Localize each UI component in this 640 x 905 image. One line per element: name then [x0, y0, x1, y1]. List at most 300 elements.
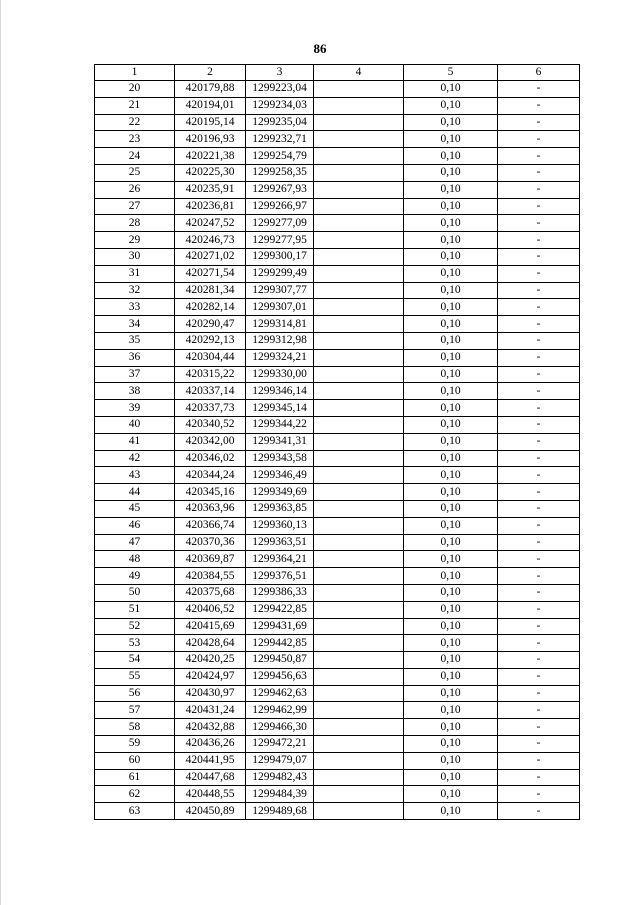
value-cell: 0,10: [404, 618, 498, 635]
dash-cell: -: [498, 349, 580, 366]
column-4-cell: [314, 148, 404, 165]
y-coordinate-cell: 1299450,87: [246, 652, 314, 669]
dash-cell: -: [498, 685, 580, 702]
x-coordinate-cell: 420375,68: [175, 584, 246, 601]
point-number-cell: 25: [95, 164, 175, 181]
dash-cell: -: [498, 534, 580, 551]
x-coordinate-cell: 420384,55: [175, 568, 246, 585]
value-cell: 0,10: [404, 366, 498, 383]
dash-cell: -: [498, 181, 580, 198]
column-4-cell: [314, 248, 404, 265]
table-row: [95, 551, 580, 568]
value-cell: 0,10: [404, 769, 498, 786]
point-number-cell: 47: [95, 534, 175, 551]
y-coordinate-cell: 1299344,22: [246, 416, 314, 433]
table-row: [95, 164, 580, 181]
value-cell: 0,10: [404, 433, 498, 450]
point-number-cell: 49: [95, 568, 175, 585]
table-row: [95, 685, 580, 702]
dash-cell: -: [498, 601, 580, 618]
column-4-cell: [314, 349, 404, 366]
column-4-cell: [314, 534, 404, 551]
x-coordinate-cell: 420441,95: [175, 752, 246, 769]
point-number-cell: 55: [95, 668, 175, 685]
column-header: 2: [175, 65, 246, 81]
value-cell: 0,10: [404, 416, 498, 433]
dash-cell: -: [498, 316, 580, 333]
value-cell: 0,10: [404, 349, 498, 366]
page-number: 86: [313, 41, 327, 56]
x-coordinate-cell: 420436,26: [175, 736, 246, 753]
y-coordinate-cell: 1299267,93: [246, 181, 314, 198]
y-coordinate-cell: 1299254,79: [246, 148, 314, 165]
value-cell: 0,10: [404, 685, 498, 702]
value-cell: 0,10: [404, 500, 498, 517]
dash-cell: -: [498, 164, 580, 181]
dash-cell: -: [498, 282, 580, 299]
x-coordinate-cell: 420432,88: [175, 719, 246, 736]
x-coordinate-cell: 420363,96: [175, 500, 246, 517]
x-coordinate-cell: 420236,81: [175, 198, 246, 215]
value-cell: 0,10: [404, 181, 498, 198]
y-coordinate-cell: 1299442,85: [246, 635, 314, 652]
dash-cell: -: [498, 148, 580, 165]
point-number-cell: 38: [95, 383, 175, 400]
table-row: [95, 316, 580, 333]
x-coordinate-cell: 420281,34: [175, 282, 246, 299]
column-4-cell: [314, 652, 404, 669]
point-number-cell: 39: [95, 400, 175, 417]
column-4-cell: [314, 736, 404, 753]
point-number-cell: 51: [95, 601, 175, 618]
point-number-cell: 63: [95, 803, 175, 820]
x-coordinate-cell: 420366,74: [175, 517, 246, 534]
dash-cell: -: [498, 803, 580, 820]
x-coordinate-cell: 420345,16: [175, 484, 246, 501]
column-header: 5: [404, 65, 498, 81]
dash-cell: -: [498, 81, 580, 98]
dash-cell: -: [498, 500, 580, 517]
table-row: [95, 349, 580, 366]
column-4-cell: [314, 551, 404, 568]
dash-cell: -: [498, 668, 580, 685]
x-coordinate-cell: 420292,13: [175, 332, 246, 349]
x-coordinate-cell: 420337,14: [175, 383, 246, 400]
y-coordinate-cell: 1299462,63: [246, 685, 314, 702]
x-coordinate-cell: 420225,30: [175, 164, 246, 181]
point-number-cell: 23: [95, 131, 175, 148]
y-coordinate-cell: 1299456,63: [246, 668, 314, 685]
x-coordinate-cell: 420246,73: [175, 232, 246, 249]
value-cell: 0,10: [404, 332, 498, 349]
column-4-cell: [314, 803, 404, 820]
table-row: [95, 450, 580, 467]
point-number-cell: 54: [95, 652, 175, 669]
column-4-cell: [314, 232, 404, 249]
y-coordinate-cell: 1299314,81: [246, 316, 314, 333]
table-row: [95, 736, 580, 753]
point-number-cell: 35: [95, 332, 175, 349]
x-coordinate-cell: 420447,68: [175, 769, 246, 786]
value-cell: 0,10: [404, 534, 498, 551]
value-cell: 0,10: [404, 148, 498, 165]
value-cell: 0,10: [404, 635, 498, 652]
y-coordinate-cell: 1299234,03: [246, 97, 314, 114]
dash-cell: -: [498, 416, 580, 433]
column-4-cell: [314, 332, 404, 349]
x-coordinate-cell: 420424,97: [175, 668, 246, 685]
dash-cell: -: [498, 265, 580, 282]
y-coordinate-cell: 1299223,04: [246, 81, 314, 98]
y-coordinate-cell: 1299364,21: [246, 551, 314, 568]
x-coordinate-cell: 420271,02: [175, 248, 246, 265]
value-cell: 0,10: [404, 81, 498, 98]
y-coordinate-cell: 1299300,17: [246, 248, 314, 265]
table-row: [95, 803, 580, 820]
table-row: [95, 400, 580, 417]
x-coordinate-cell: 420271,54: [175, 265, 246, 282]
table-body: [95, 65, 580, 820]
y-coordinate-cell: 1299363,51: [246, 534, 314, 551]
value-cell: 0,10: [404, 265, 498, 282]
column-4-cell: [314, 467, 404, 484]
value-cell: 0,10: [404, 467, 498, 484]
x-coordinate-cell: 420235,91: [175, 181, 246, 198]
dash-cell: -: [498, 635, 580, 652]
table-row: [95, 635, 580, 652]
y-coordinate-cell: 1299346,14: [246, 383, 314, 400]
point-number-cell: 59: [95, 736, 175, 753]
dash-cell: -: [498, 568, 580, 585]
dash-cell: -: [498, 786, 580, 803]
column-4-cell: [314, 265, 404, 282]
table-row: [95, 467, 580, 484]
column-4-cell: [314, 181, 404, 198]
dash-cell: -: [498, 736, 580, 753]
column-4-cell: [314, 517, 404, 534]
value-cell: 0,10: [404, 164, 498, 181]
point-number-cell: 24: [95, 148, 175, 165]
table-row: [95, 181, 580, 198]
column-4-cell: [314, 198, 404, 215]
coordinates-table: [94, 64, 580, 820]
x-coordinate-cell: 420247,52: [175, 215, 246, 232]
dash-cell: -: [498, 332, 580, 349]
dash-cell: -: [498, 198, 580, 215]
table-row: [95, 702, 580, 719]
value-cell: 0,10: [404, 484, 498, 501]
x-coordinate-cell: 420415,69: [175, 618, 246, 635]
dash-cell: -: [498, 702, 580, 719]
column-4-cell: [314, 282, 404, 299]
point-number-cell: 52: [95, 618, 175, 635]
y-coordinate-cell: 1299466,30: [246, 719, 314, 736]
point-number-cell: 36: [95, 349, 175, 366]
x-coordinate-cell: 420342,00: [175, 433, 246, 450]
y-coordinate-cell: 1299386,33: [246, 584, 314, 601]
y-coordinate-cell: 1299376,51: [246, 568, 314, 585]
column-4-cell: [314, 702, 404, 719]
x-coordinate-cell: 420194,01: [175, 97, 246, 114]
y-coordinate-cell: 1299363,85: [246, 500, 314, 517]
point-number-cell: 62: [95, 786, 175, 803]
x-coordinate-cell: 420304,44: [175, 349, 246, 366]
table-row: [95, 752, 580, 769]
dash-cell: -: [498, 383, 580, 400]
value-cell: 0,10: [404, 299, 498, 316]
point-number-cell: 45: [95, 500, 175, 517]
point-number-cell: 60: [95, 752, 175, 769]
y-coordinate-cell: 1299422,85: [246, 601, 314, 618]
column-4-cell: [314, 366, 404, 383]
dash-cell: -: [498, 450, 580, 467]
column-header: 1: [95, 65, 175, 81]
value-cell: 0,10: [404, 316, 498, 333]
x-coordinate-cell: 420340,52: [175, 416, 246, 433]
value-cell: 0,10: [404, 584, 498, 601]
point-number-cell: 61: [95, 769, 175, 786]
column-header: 4: [314, 65, 404, 81]
value-cell: 0,10: [404, 568, 498, 585]
value-cell: 0,10: [404, 198, 498, 215]
column-4-cell: [314, 601, 404, 618]
column-4-cell: [314, 635, 404, 652]
x-coordinate-cell: 420290,47: [175, 316, 246, 333]
y-coordinate-cell: 1299462,99: [246, 702, 314, 719]
dash-cell: -: [498, 114, 580, 131]
column-4-cell: [314, 97, 404, 114]
y-coordinate-cell: 1299277,09: [246, 215, 314, 232]
y-coordinate-cell: 1299489,68: [246, 803, 314, 820]
column-4-cell: [314, 114, 404, 131]
table-row: [95, 248, 580, 265]
table-row: [95, 769, 580, 786]
value-cell: 0,10: [404, 652, 498, 669]
y-coordinate-cell: 1299360,13: [246, 517, 314, 534]
column-4-cell: [314, 400, 404, 417]
dash-cell: -: [498, 467, 580, 484]
column-4-cell: [314, 433, 404, 450]
dash-cell: -: [498, 584, 580, 601]
table-row: [95, 215, 580, 232]
value-cell: 0,10: [404, 97, 498, 114]
dash-cell: -: [498, 131, 580, 148]
table-row: [95, 719, 580, 736]
x-coordinate-cell: 420282,14: [175, 299, 246, 316]
x-coordinate-cell: 420406,52: [175, 601, 246, 618]
point-number-cell: 27: [95, 198, 175, 215]
dash-cell: -: [498, 400, 580, 417]
x-coordinate-cell: 420450,89: [175, 803, 246, 820]
table-row: [95, 198, 580, 215]
point-number-cell: 28: [95, 215, 175, 232]
point-number-cell: 48: [95, 551, 175, 568]
column-4-cell: [314, 618, 404, 635]
x-coordinate-cell: 420196,93: [175, 131, 246, 148]
point-number-cell: 53: [95, 635, 175, 652]
dash-cell: -: [498, 215, 580, 232]
point-number-cell: 32: [95, 282, 175, 299]
value-cell: 0,10: [404, 668, 498, 685]
column-4-cell: [314, 668, 404, 685]
column-header: 6: [498, 65, 580, 81]
column-4-cell: [314, 484, 404, 501]
y-coordinate-cell: 1299258,35: [246, 164, 314, 181]
column-4-cell: [314, 568, 404, 585]
dash-cell: -: [498, 484, 580, 501]
value-cell: 0,10: [404, 736, 498, 753]
point-number-cell: 57: [95, 702, 175, 719]
dash-cell: -: [498, 618, 580, 635]
column-4-cell: [314, 416, 404, 433]
value-cell: 0,10: [404, 786, 498, 803]
table-row: [95, 131, 580, 148]
value-cell: 0,10: [404, 232, 498, 249]
column-4-cell: [314, 685, 404, 702]
column-4-cell: [314, 131, 404, 148]
dash-cell: -: [498, 752, 580, 769]
table-row: [95, 584, 580, 601]
value-cell: 0,10: [404, 517, 498, 534]
dash-cell: -: [498, 232, 580, 249]
table-row: [95, 618, 580, 635]
point-number-cell: 50: [95, 584, 175, 601]
dash-cell: -: [498, 366, 580, 383]
value-cell: 0,10: [404, 803, 498, 820]
table-row: [95, 500, 580, 517]
y-coordinate-cell: 1299349,69: [246, 484, 314, 501]
dash-cell: -: [498, 517, 580, 534]
column-4-cell: [314, 316, 404, 333]
x-coordinate-cell: 420344,24: [175, 467, 246, 484]
value-cell: 0,10: [404, 551, 498, 568]
point-number-cell: 34: [95, 316, 175, 333]
point-number-cell: 56: [95, 685, 175, 702]
y-coordinate-cell: 1299482,43: [246, 769, 314, 786]
dash-cell: -: [498, 97, 580, 114]
y-coordinate-cell: 1299346,49: [246, 467, 314, 484]
table-row: [95, 97, 580, 114]
point-number-cell: 21: [95, 97, 175, 114]
y-coordinate-cell: 1299307,77: [246, 282, 314, 299]
dash-cell: -: [498, 299, 580, 316]
point-number-cell: 30: [95, 248, 175, 265]
x-coordinate-cell: 420195,14: [175, 114, 246, 131]
x-coordinate-cell: 420420,25: [175, 652, 246, 669]
value-cell: 0,10: [404, 282, 498, 299]
y-coordinate-cell: 1299484,39: [246, 786, 314, 803]
dash-cell: -: [498, 769, 580, 786]
column-4-cell: [314, 299, 404, 316]
value-cell: 0,10: [404, 131, 498, 148]
table-row: [95, 484, 580, 501]
y-coordinate-cell: 1299343,58: [246, 450, 314, 467]
x-coordinate-cell: 420369,87: [175, 551, 246, 568]
point-number-cell: 40: [95, 416, 175, 433]
value-cell: 0,10: [404, 450, 498, 467]
point-number-cell: 46: [95, 517, 175, 534]
x-coordinate-cell: 420448,55: [175, 786, 246, 803]
table-row: [95, 668, 580, 685]
y-coordinate-cell: 1299307,01: [246, 299, 314, 316]
table-row: [95, 366, 580, 383]
table-row: [95, 652, 580, 669]
y-coordinate-cell: 1299277,95: [246, 232, 314, 249]
y-coordinate-cell: 1299235,04: [246, 114, 314, 131]
y-coordinate-cell: 1299324,21: [246, 349, 314, 366]
value-cell: 0,10: [404, 114, 498, 131]
column-4-cell: [314, 786, 404, 803]
x-coordinate-cell: 420221,38: [175, 148, 246, 165]
y-coordinate-cell: 1299479,07: [246, 752, 314, 769]
x-coordinate-cell: 420431,24: [175, 702, 246, 719]
value-cell: 0,10: [404, 702, 498, 719]
table-row: [95, 568, 580, 585]
column-4-cell: [314, 81, 404, 98]
table-row: [95, 416, 580, 433]
y-coordinate-cell: 1299431,69: [246, 618, 314, 635]
table-header-row: [95, 65, 580, 81]
column-4-cell: [314, 500, 404, 517]
table-row: [95, 332, 580, 349]
x-coordinate-cell: 420346,02: [175, 450, 246, 467]
table-row: [95, 299, 580, 316]
point-number-cell: 20: [95, 81, 175, 98]
point-number-cell: 58: [95, 719, 175, 736]
dash-cell: -: [498, 652, 580, 669]
column-4-cell: [314, 450, 404, 467]
value-cell: 0,10: [404, 719, 498, 736]
dash-cell: -: [498, 433, 580, 450]
point-number-cell: 26: [95, 181, 175, 198]
scan-edge-line: [0, 0, 1, 905]
point-number-cell: 33: [95, 299, 175, 316]
column-header: 3: [246, 65, 314, 81]
y-coordinate-cell: 1299266,97: [246, 198, 314, 215]
x-coordinate-cell: 420370,36: [175, 534, 246, 551]
value-cell: 0,10: [404, 601, 498, 618]
value-cell: 0,10: [404, 215, 498, 232]
x-coordinate-cell: 420315,22: [175, 366, 246, 383]
table-row: [95, 81, 580, 98]
column-4-cell: [314, 752, 404, 769]
column-4-cell: [314, 215, 404, 232]
y-coordinate-cell: 1299345,14: [246, 400, 314, 417]
column-4-cell: [314, 383, 404, 400]
column-4-cell: [314, 584, 404, 601]
x-coordinate-cell: 420179,88: [175, 81, 246, 98]
dash-cell: -: [498, 248, 580, 265]
point-number-cell: 43: [95, 467, 175, 484]
x-coordinate-cell: 420430,97: [175, 685, 246, 702]
x-coordinate-cell: 420428,64: [175, 635, 246, 652]
point-number-cell: 29: [95, 232, 175, 249]
table-row: [95, 114, 580, 131]
y-coordinate-cell: 1299472,21: [246, 736, 314, 753]
y-coordinate-cell: 1299330,00: [246, 366, 314, 383]
column-4-cell: [314, 769, 404, 786]
y-coordinate-cell: 1299341,31: [246, 433, 314, 450]
point-number-cell: 44: [95, 484, 175, 501]
value-cell: 0,10: [404, 248, 498, 265]
table-row: [95, 433, 580, 450]
y-coordinate-cell: 1299299,49: [246, 265, 314, 282]
column-4-cell: [314, 164, 404, 181]
y-coordinate-cell: 1299312,98: [246, 332, 314, 349]
table-row: [95, 282, 580, 299]
value-cell: 0,10: [404, 383, 498, 400]
table-row: [95, 148, 580, 165]
